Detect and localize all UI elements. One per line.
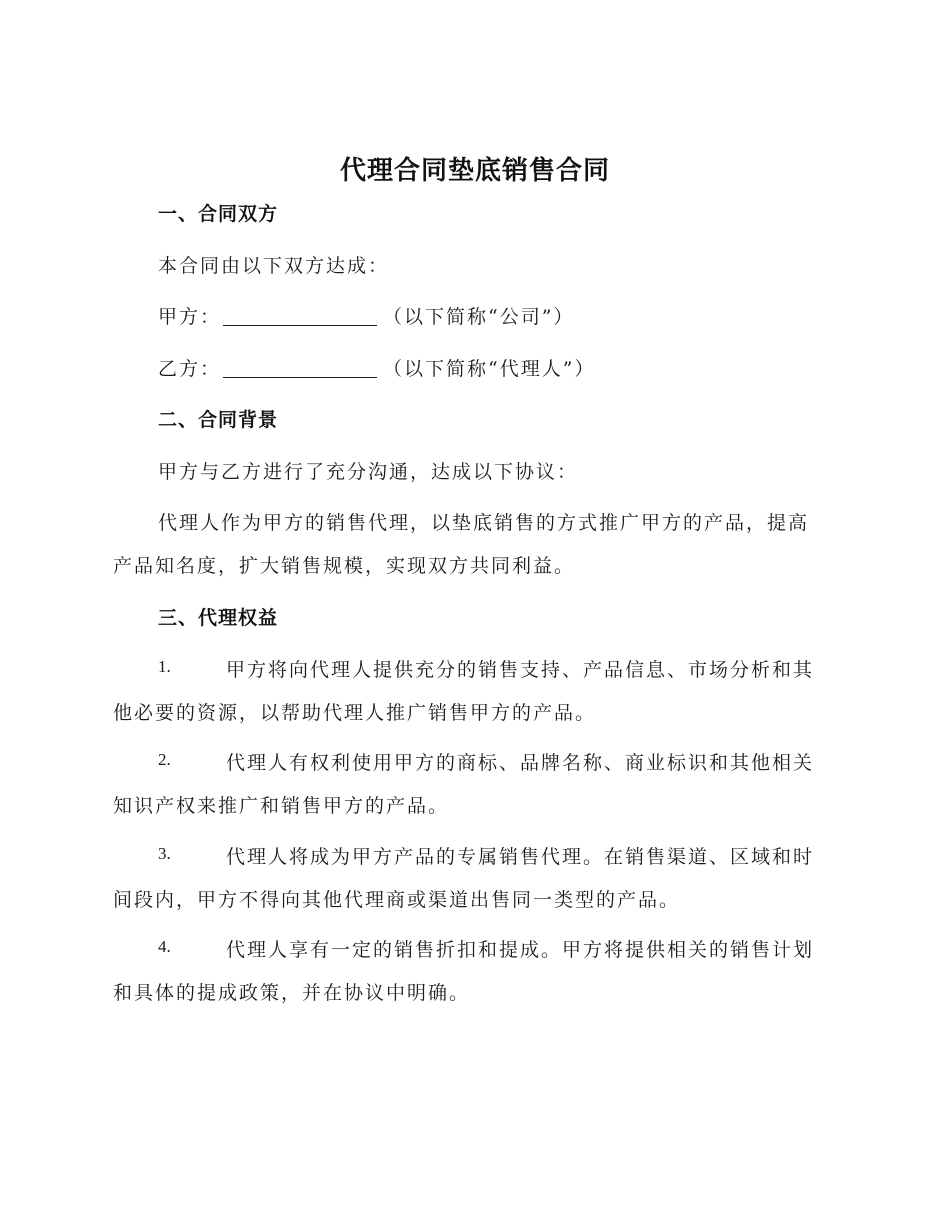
list-item-line-1: 代理人有权利使用甲方的商标、品牌名称、商业标识和其他相关: [226, 752, 815, 774]
list-item-line-2: 间段内，甲方不得向其他代理商或渠道出售同一类型的产品。: [113, 889, 681, 911]
background-paragraph-line-2: 产品知名度，扩大销售规模，实现双方共同利益。: [113, 555, 576, 577]
background-line: 甲方与乙方进行了充分沟通，达成以下协议：: [158, 461, 579, 483]
party-a-blank-field: [223, 305, 377, 326]
list-item-number: 3.: [158, 844, 171, 863]
section-heading-parties: 一、合同双方: [158, 203, 279, 225]
list-item-number: 2.: [158, 750, 171, 769]
party-a-suffix: （以下简称“公司”）: [383, 306, 575, 328]
party-a-label: 甲方：: [158, 306, 222, 328]
list-item-line-1: 代理人享有一定的销售折扣和提成。甲方将提供相关的销售计划: [226, 939, 815, 961]
section-heading-background: 二、合同背景: [158, 409, 279, 431]
background-paragraph-line-1: 代理人作为甲方的销售代理，以垫底销售的方式推广甲方的产品，提高: [158, 512, 810, 534]
section-heading-rights: 三、代理权益: [158, 607, 279, 629]
list-item-line-1: 甲方将向代理人提供充分的销售支持、产品信息、市场分析和其: [226, 659, 815, 681]
party-b-blank-field: [223, 357, 377, 378]
party-b-label: 乙方：: [158, 358, 222, 380]
party-b-suffix: （以下简称“代理人”）: [383, 358, 596, 380]
list-item-line-2: 知识产权来推广和销售甲方的产品。: [113, 795, 450, 817]
party-b-line: [158, 354, 595, 381]
list-item-number: 4.: [158, 937, 171, 956]
document-title: 代理合同垫底销售合同: [339, 156, 610, 186]
party-a-line: [158, 302, 574, 329]
list-item-line-2: 他必要的资源，以帮助代理人推广销售甲方的产品。: [113, 702, 597, 724]
list-item-number: 1.: [158, 657, 171, 676]
list-item-line-2: 和具体的提成政策，并在协议中明确。: [113, 982, 471, 1004]
list-item-line-1: 代理人将成为甲方产品的专属销售代理。在销售渠道、区域和时: [226, 846, 815, 868]
parties-intro: 本合同由以下双方达成：: [158, 255, 390, 277]
